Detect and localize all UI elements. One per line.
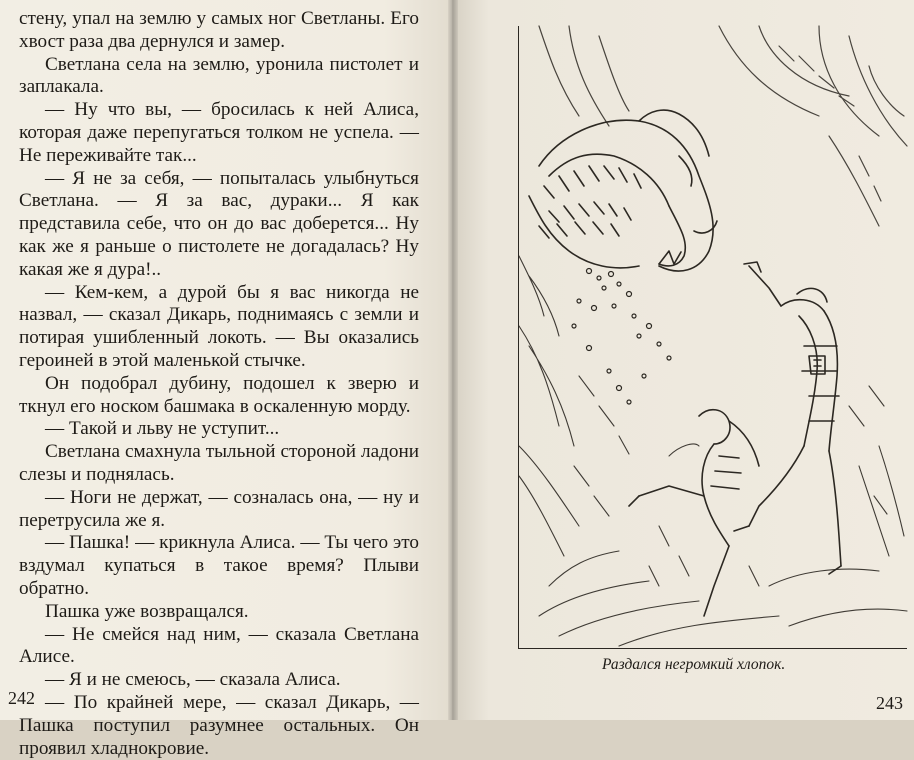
right-page [452, 0, 914, 720]
page-number-right: 243 [876, 693, 903, 713]
paragraph: — Кем-кем, а дурой бы я вас никогда не назвал, — сказал Дикарь, поднимаясь с земли и потирая ушибленный локоть. — Вы оказались героиней в этой маленькой стычке. [19, 281, 419, 371]
paragraph: Он подобрал дубину, подошел к зверю и ткнул его носком башмака в оскаленную морду. [19, 372, 419, 417]
paragraph: Пашка уже возвращался. [45, 600, 249, 622]
paragraph: Светлана села на землю, уронила пистолет и заплакала. [19, 53, 419, 98]
illustration [518, 26, 907, 649]
figure-standing [734, 262, 841, 574]
illustration-drawing [519, 26, 907, 648]
illustration-caption: Раздался негромкий хлопок. [602, 656, 786, 673]
paragraph: — Такой и льву не уступит... [45, 418, 280, 440]
paragraph: Светлана смахнула тыльной стороной ладони слезы и поднялась. [19, 441, 419, 485]
left-page [0, 0, 452, 759]
paragraph: — По крайней мере, — сказал Дикарь, — Пашка поступил разумнее остальных. Он проявил хладнокровие. [19, 691, 419, 759]
paragraph: — Ноги не держат, — созналась она, — ну и перетрусила же я. [19, 486, 419, 531]
figure-crouching [629, 410, 759, 616]
book-gutter [448, 0, 458, 720]
page-number-left: 242 [8, 688, 35, 708]
paragraph: — Ну что вы, — бросилась к ней Алиса, которая даже перепугаться толком не успела. — Не переживайте так... [19, 99, 419, 166]
splash [572, 269, 671, 405]
paragraph: стену, упал на землю у самых ног Светланы. Его хвост раза два дернулся и замер. [19, 8, 419, 52]
paragraph: — Я и не смеюсь, — сказала Алиса. [45, 669, 341, 691]
paragraph: — Пашка! — крикнула Алиса. — Ты чего это вздумал купаться в такое время? Плыви обратно. [19, 532, 419, 599]
paragraph: — Я не за себя, — попыталась улыбнуться Светлана. — Я за вас, дураки... Я как представила себе, что он до вас доберется... Ну как же я раньше о пистолете не догадалась? Ну какая же я дура!.. [19, 167, 419, 280]
paragraph: — Не смейся над ним, — сказала Светлана Алисе. [19, 623, 419, 668]
beast [529, 110, 717, 271]
left-page-text [19, 8, 419, 760]
